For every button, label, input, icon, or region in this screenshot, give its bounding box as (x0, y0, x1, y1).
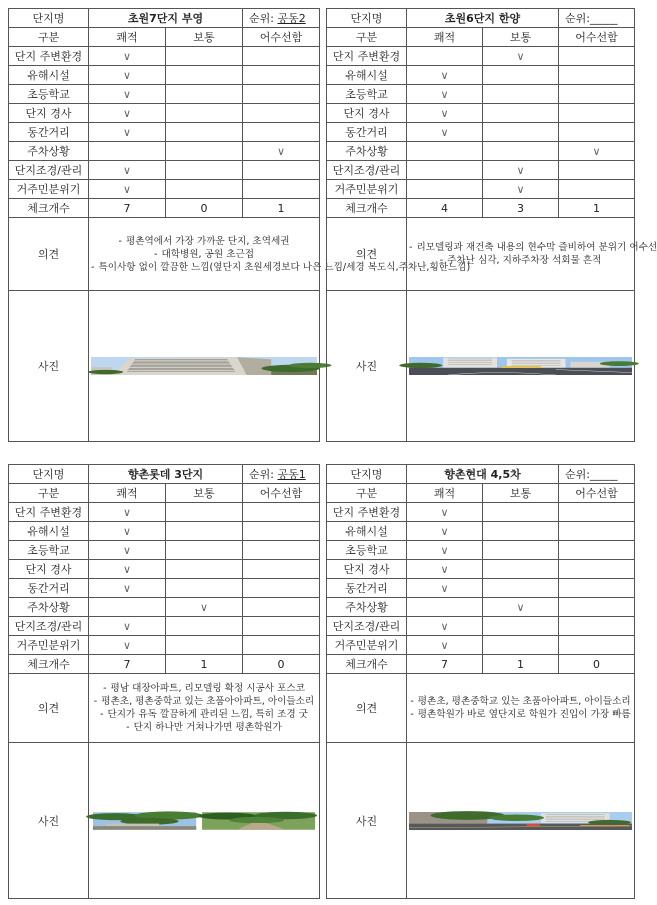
criterion: 단지 주변환경 (9, 503, 89, 522)
opinion-text (407, 674, 635, 743)
criterion: 단지조경/관리 (327, 161, 407, 180)
check-mark: ∨ (407, 104, 483, 123)
poor-header: 어수선함 (243, 484, 320, 503)
row-surroundings (9, 47, 320, 66)
check-mark: ∨ (89, 522, 166, 541)
check-mark: ∨ (407, 85, 483, 104)
check-mark: ∨ (483, 161, 559, 180)
row-landscape (9, 161, 320, 180)
row-harmful (327, 66, 635, 85)
row-count (327, 199, 635, 218)
rank-cell (559, 465, 635, 484)
criterion: 단지조경/관리 (327, 617, 407, 636)
rank-label: 순위: (565, 12, 590, 25)
check-mark: ∨ (407, 560, 483, 579)
photo-cell (89, 743, 320, 899)
card-chowon7-buyoung (8, 8, 471, 442)
count-good: 7 (89, 655, 166, 674)
row-slope (9, 104, 320, 123)
count-poor: 1 (243, 199, 320, 218)
check-mark: ∨ (89, 85, 166, 104)
category-header: 구분 (327, 484, 407, 503)
good-header: 쾌적 (407, 28, 483, 47)
opinion-item: - 평남 대장아파트, 리모델링 확정 시공사 포스코 (91, 682, 317, 695)
photo-label: 사진 (9, 743, 89, 899)
count-normal: 0 (166, 199, 243, 218)
count-good: 7 (407, 655, 483, 674)
criterion: 초등학교 (9, 541, 89, 560)
good-header: 쾌적 (407, 484, 483, 503)
row-photo (9, 291, 320, 442)
check-mark: ∨ (89, 47, 166, 66)
criterion: 주차상황 (327, 598, 407, 617)
row-atmosphere (327, 636, 635, 655)
opinion-label: 의견 (9, 218, 89, 291)
photo-label: 사진 (327, 743, 407, 899)
count-poor: 0 (243, 655, 320, 674)
criterion: 유해시설 (327, 66, 407, 85)
normal-header: 보통 (483, 484, 559, 503)
rank-value: _____ (589, 12, 618, 25)
count-poor: 1 (559, 199, 635, 218)
opinion-item: - 단지가 유독 깔끔하게 관리된 느낌, 특히 조경 굿 (91, 708, 317, 721)
row-atmosphere (9, 636, 320, 655)
complex-name: 향촌현대 4,5차 (407, 465, 559, 484)
criterion: 단지 경사 (9, 104, 89, 123)
category-header: 구분 (9, 28, 89, 47)
criterion: 단지 경사 (327, 560, 407, 579)
evaluation-table (8, 8, 471, 442)
card-hyangchon-hyundai45 (326, 464, 634, 899)
check-mark: ∨ (407, 579, 483, 598)
count-poor: 0 (559, 655, 635, 674)
criterion: 주차상황 (9, 142, 89, 161)
opinion-item: - 주차난 심각, 지하주차장 석회물 흔적 (409, 254, 632, 267)
rank-value: _____ (589, 468, 618, 481)
check-mark: ∨ (407, 636, 483, 655)
criterion: 동간거리 (327, 123, 407, 142)
row-distance (327, 579, 635, 598)
row-landscape (327, 617, 635, 636)
row-atmosphere (9, 180, 320, 199)
poor-header: 어수선함 (243, 28, 320, 47)
apartment-photo (91, 357, 317, 375)
row-parking (327, 598, 635, 617)
check-mark: ∨ (407, 617, 483, 636)
photo-label: 사진 (327, 291, 407, 442)
criterion: 거주민분위기 (327, 636, 407, 655)
criterion: 단지 주변환경 (9, 47, 89, 66)
check-mark: ∨ (89, 503, 166, 522)
check-mark: ∨ (483, 180, 559, 199)
evaluation-table (326, 464, 635, 899)
row-opinion (9, 218, 320, 291)
check-mark: ∨ (89, 104, 166, 123)
photo-cell (407, 743, 635, 899)
criterion: 초등학교 (327, 85, 407, 104)
opinion-text (407, 218, 657, 291)
check-mark: ∨ (559, 142, 635, 161)
criterion: 유해시설 (327, 522, 407, 541)
row-photo (9, 743, 320, 899)
check-mark: ∨ (407, 66, 483, 85)
normal-header: 보통 (166, 28, 243, 47)
criterion: 거주민분위기 (327, 180, 407, 199)
apartment-photo (91, 812, 317, 830)
opinion-item: - 대학병원, 공원 초근접 (91, 248, 317, 261)
opinion-item: - 평촌역에서 가장 가까운 단지, 초역세권 (91, 235, 317, 248)
row-school (9, 85, 320, 104)
row-parking (9, 598, 320, 617)
row-distance (9, 579, 320, 598)
count-label: 체크개수 (327, 199, 407, 218)
normal-header: 보통 (483, 28, 559, 47)
opinion-label: 의견 (327, 218, 407, 291)
check-mark: ∨ (89, 560, 166, 579)
criterion: 동간거리 (9, 579, 89, 598)
rank-value: 공동2 (277, 12, 306, 25)
check-mark: ∨ (89, 617, 166, 636)
opinion-item: - 평촌학원가 바로 옆단지로 학원가 진입이 가장 빠름 (409, 708, 632, 721)
apartment-photo (409, 812, 632, 830)
row-count (9, 199, 320, 218)
criterion: 동간거리 (327, 579, 407, 598)
row-parking (9, 142, 320, 161)
check-mark: ∨ (243, 142, 320, 161)
check-mark: ∨ (89, 66, 166, 85)
criterion: 단지조경/관리 (9, 617, 89, 636)
row-slope (9, 560, 320, 579)
row-opinion (9, 674, 320, 743)
row-opinion (327, 674, 635, 743)
criterion: 단지 주변환경 (327, 503, 407, 522)
rank-value: 공동1 (277, 468, 306, 481)
check-mark: ∨ (89, 636, 166, 655)
row-count (327, 655, 635, 674)
check-mark: ∨ (89, 161, 166, 180)
opinion-item: - 평촌초, 평촌중학교 있는 초품아아파트, 아이들소리 (409, 695, 632, 708)
criterion: 초등학교 (9, 85, 89, 104)
criterion: 주차상황 (9, 598, 89, 617)
rank-label: 순위: (249, 12, 274, 25)
apartment-photo (409, 357, 632, 375)
complex-name: 초원6단지 한양 (407, 9, 559, 28)
criterion: 주차상황 (327, 142, 407, 161)
row-school (9, 541, 320, 560)
complex-name-label: 단지명 (9, 9, 89, 28)
criterion: 유해시설 (9, 66, 89, 85)
opinion-item: - 특이사항 없이 깔끔한 느낌(옆단지 초원세경보다 나은 느낌/세경 복도식,주차난,횡한느낌) (91, 261, 317, 274)
count-label: 체크개수 (9, 199, 89, 218)
check-mark: ∨ (89, 180, 166, 199)
row-distance (9, 123, 320, 142)
row-photo (327, 743, 635, 899)
row-opinion (327, 218, 635, 291)
row-school (327, 85, 635, 104)
count-normal: 1 (483, 655, 559, 674)
count-good: 4 (407, 199, 483, 218)
criterion: 거주민분위기 (9, 180, 89, 199)
opinion-label: 의견 (327, 674, 407, 743)
count-label: 체크개수 (9, 655, 89, 674)
normal-header: 보통 (166, 484, 243, 503)
row-surroundings (9, 503, 320, 522)
opinion-item: - 단지 하나만 거쳐나가면 평촌학원가 (91, 721, 317, 734)
row-harmful (9, 522, 320, 541)
opinion-item: - 리모델링과 재건축 내용의 현수막 즐비하여 분위기 어수선 (409, 241, 632, 254)
row-landscape (327, 161, 635, 180)
row-harmful (327, 522, 635, 541)
poor-header: 어수선함 (559, 28, 635, 47)
count-good: 7 (89, 199, 166, 218)
evaluation-table (8, 464, 320, 899)
photo-cell (407, 291, 635, 442)
rank-label: 순위: (249, 468, 274, 481)
row-photo (327, 291, 635, 442)
complex-name-label: 단지명 (9, 465, 89, 484)
check-mark: ∨ (89, 123, 166, 142)
complex-name: 향촌롯데 3단지 (89, 465, 243, 484)
row-harmful (9, 66, 320, 85)
check-mark: ∨ (166, 598, 243, 617)
row-landscape (9, 617, 320, 636)
criterion: 단지조경/관리 (9, 161, 89, 180)
check-mark: ∨ (89, 579, 166, 598)
criterion: 단지 경사 (327, 104, 407, 123)
rank-cell (243, 465, 320, 484)
photo-label: 사진 (9, 291, 89, 442)
poor-header: 어수선함 (559, 484, 635, 503)
criterion: 유해시설 (9, 522, 89, 541)
check-mark: ∨ (407, 522, 483, 541)
row-surroundings (327, 503, 635, 522)
rank-cell (243, 9, 320, 28)
check-mark: ∨ (407, 123, 483, 142)
category-header: 구분 (9, 484, 89, 503)
criterion: 거주민분위기 (9, 636, 89, 655)
row-count (9, 655, 320, 674)
criterion: 동간거리 (9, 123, 89, 142)
evaluation-table (326, 8, 657, 442)
row-parking (327, 142, 635, 161)
check-mark: ∨ (89, 541, 166, 560)
photo-cell (89, 291, 320, 442)
good-header: 쾌적 (89, 28, 166, 47)
count-label: 체크개수 (327, 655, 407, 674)
complex-name-label: 단지명 (327, 465, 407, 484)
row-school (327, 541, 635, 560)
count-normal: 1 (166, 655, 243, 674)
row-distance (327, 123, 635, 142)
good-header: 쾌적 (89, 484, 166, 503)
criterion: 단지 경사 (9, 560, 89, 579)
card-hyangchon-lotte3 (8, 464, 319, 899)
category-header: 구분 (327, 28, 407, 47)
row-slope (327, 560, 635, 579)
check-mark: ∨ (407, 503, 483, 522)
rank-label: 순위: (565, 468, 590, 481)
rank-cell (559, 9, 635, 28)
check-mark: ∨ (407, 541, 483, 560)
row-surroundings (327, 47, 635, 66)
criterion: 단지 주변환경 (327, 47, 407, 66)
opinion-label: 의견 (9, 674, 89, 743)
complex-name: 초원7단지 부영 (89, 9, 243, 28)
opinion-item: - 평촌초, 평촌중학교 있는 초품아아파트, 아이들소리 (91, 695, 317, 708)
opinion-text (89, 674, 320, 743)
card-chowon6-hanyang (326, 8, 657, 442)
criterion: 초등학교 (327, 541, 407, 560)
check-mark: ∨ (483, 47, 559, 66)
row-slope (327, 104, 635, 123)
row-atmosphere (327, 180, 635, 199)
complex-name-label: 단지명 (327, 9, 407, 28)
check-mark: ∨ (483, 598, 559, 617)
count-normal: 3 (483, 199, 559, 218)
